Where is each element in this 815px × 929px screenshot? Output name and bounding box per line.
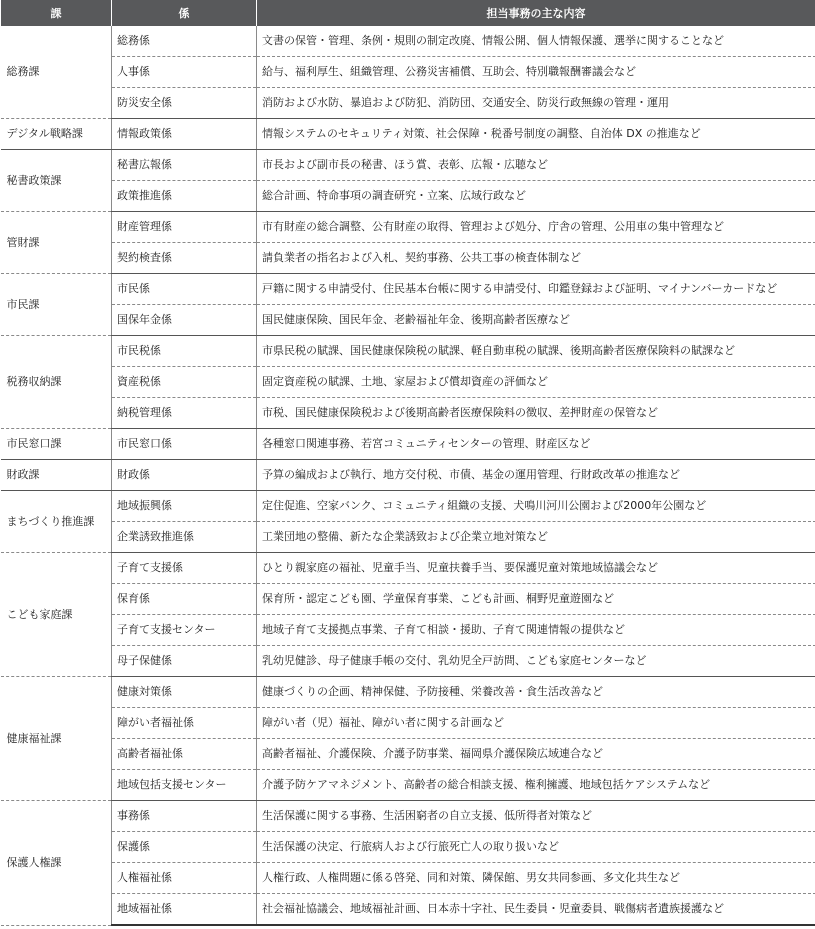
- table-row: [1, 491, 815, 522]
- kakari-cell: 母子保健係: [112, 646, 257, 677]
- kakari-cell: 高齢者福祉係: [112, 739, 257, 770]
- table-row: [1, 646, 815, 677]
- table-row: [1, 770, 815, 801]
- kakari-cell: 子育て支援係: [112, 553, 257, 584]
- duties-cell: 消防および水防、暴追および防犯、消防団、交通安全、防災行政無線の管理・運用: [257, 88, 815, 119]
- duties-cell: 給与、福利厚生、組織管理、公務災害補償、互助会、特別職報酬審議会など: [257, 57, 815, 88]
- kakari-cell: 納税管理係: [112, 398, 257, 429]
- duties-cell: 請負業者の指名および入札、契約事務、公共工事の検査体制など: [257, 243, 815, 274]
- duties-cell: 市有財産の総合調整、公有財産の取得、管理および処分、庁舎の管理、公用車の集中管理など: [257, 212, 815, 243]
- kakari-cell: 総務係: [112, 26, 257, 57]
- table-row: [1, 801, 815, 832]
- table-row: [1, 832, 815, 863]
- kakari-cell: 国保年金係: [112, 305, 257, 336]
- duties-cell: 生活保護に関する事務、生活困窮者の自立支援、低所得者対策など: [257, 801, 815, 832]
- table-row: [1, 150, 815, 181]
- kakari-cell: 財産管理係: [112, 212, 257, 243]
- table-row: [1, 522, 815, 553]
- duties-cell: 戸籍に関する申請受付、住民基本台帳に関する申請受付、印鑑登録および証明、マイナンバーカードなど: [257, 274, 815, 305]
- kakari-cell: 健康対策係: [112, 677, 257, 708]
- duties-cell: 市長および副市長の秘書、ほう賞、表彰、広報・広聴など: [257, 150, 815, 181]
- duties-cell: 健康づくりの企画、精神保健、予防接種、栄養改善・食生活改善など: [257, 677, 815, 708]
- duties-cell: 固定資産税の賦課、土地、家屋および償却資産の評価など: [257, 367, 815, 398]
- kakari-cell: 防災安全係: [112, 88, 257, 119]
- duties-cell: 地域子育て支援拠点事業、子育て相談・援助、子育て関連情報の提供など: [257, 615, 815, 646]
- duties-cell: 総合計画、特命事項の調査研究・立案、広域行政など: [257, 181, 815, 212]
- kakari-cell: 障がい者福祉係: [112, 708, 257, 739]
- duties-cell: 人権行政、人権問題に係る啓発、同和対策、隣保館、男女共同参画、多文化共生など: [257, 863, 815, 894]
- table-row: [1, 181, 815, 212]
- kakari-cell: 地域振興係: [112, 491, 257, 522]
- table-row: [1, 57, 815, 88]
- ka-cell: 秘書政策課: [1, 150, 112, 212]
- duties-cell: 障がい者（児）福祉、障がい者に関する計画など: [257, 708, 815, 739]
- header-row: [1, 0, 815, 26]
- table-row: [1, 739, 815, 770]
- table-row: [1, 615, 815, 646]
- ka-cell: 健康福祉課: [1, 677, 112, 801]
- kakari-cell: 事務係: [112, 801, 257, 832]
- table-row: [1, 119, 815, 150]
- duties-cell: 工業団地の整備、新たな企業誘致および企業立地対策など: [257, 522, 815, 553]
- ka-cell: 保護人権課: [1, 801, 112, 926]
- kakari-cell: 企業誘致推進係: [112, 522, 257, 553]
- ka-cell: 市民窓口課: [1, 429, 112, 460]
- header-duties: 担当事務の主な内容: [257, 0, 815, 26]
- duties-cell: 市県民税の賦課、国民健康保険税の賦課、軽自動車税の賦課、後期高齢者医療保険料の賦課など: [257, 336, 815, 367]
- kakari-cell: 地域福祉係: [112, 894, 257, 926]
- table-row: [1, 243, 815, 274]
- kakari-cell: 地域包括支援センター: [112, 770, 257, 801]
- table-row: [1, 305, 815, 336]
- kakari-cell: 市民税係: [112, 336, 257, 367]
- kakari-cell: 財政係: [112, 460, 257, 491]
- duties-cell: ひとり親家庭の福祉、児童手当、児童扶養手当、要保護児童対策地域協議会など: [257, 553, 815, 584]
- table-row: [1, 26, 815, 57]
- ka-cell: まちづくり推進課: [1, 491, 112, 553]
- duties-cell: 予算の編成および執行、地方交付税、市債、基金の運用管理、行財政改革の推進など: [257, 460, 815, 491]
- duties-cell: 生活保護の決定、行旅病人および行旅死亡人の取り扱いなど: [257, 832, 815, 863]
- table-row: [1, 894, 815, 926]
- duties-cell: 乳幼児健診、母子健康手帳の交付、乳幼児全戸訪問、こども家庭センターなど: [257, 646, 815, 677]
- ka-cell: 税務収納課: [1, 336, 112, 429]
- kakari-cell: 契約検査係: [112, 243, 257, 274]
- kakari-cell: 市民係: [112, 274, 257, 305]
- table-row: [1, 429, 815, 460]
- table-row: [1, 367, 815, 398]
- table-row: [1, 553, 815, 584]
- table-row: [1, 863, 815, 894]
- duties-cell: 介護予防ケアマネジメント、高齢者の総合相談支援、権利擁護、地域包括ケアシステムなど: [257, 770, 815, 801]
- header-kakari: 係: [112, 0, 257, 26]
- table-row: [1, 460, 815, 491]
- table-row: [1, 398, 815, 429]
- table-row: [1, 274, 815, 305]
- header-ka: 課: [1, 0, 112, 26]
- kakari-cell: 人事係: [112, 57, 257, 88]
- kakari-cell: 市民窓口係: [112, 429, 257, 460]
- duties-cell: 各種窓口関連事務、若宮コミュニティセンターの管理、財産区など: [257, 429, 815, 460]
- duties-cell: 情報システムのセキュリティ対策、社会保障・税番号制度の調整、自治体 DX の推進など: [257, 119, 815, 150]
- table-row: [1, 677, 815, 708]
- duties-cell: 定住促進、空家バンク、コミュニティ組織の支援、犬鳴川河川公園および2000年公園など: [257, 491, 815, 522]
- kakari-cell: 秘書広報係: [112, 150, 257, 181]
- duties-cell: 保育所・認定こども園、学童保育事業、こども計画、桐野児童遊園など: [257, 584, 815, 615]
- kakari-cell: 資産税係: [112, 367, 257, 398]
- table-row: [1, 88, 815, 119]
- duties-cell: 国民健康保険、国民年金、老齢福祉年金、後期高齢者医療など: [257, 305, 815, 336]
- ka-cell: こども家庭課: [1, 553, 112, 677]
- table-row: [1, 708, 815, 739]
- table-row: [1, 212, 815, 243]
- kakari-cell: 子育て支援センター: [112, 615, 257, 646]
- duties-cell: 市税、国民健康保険税および後期高齢者医療保険料の徴収、差押財産の保管など: [257, 398, 815, 429]
- ka-cell: 市民課: [1, 274, 112, 336]
- duties-cell: 社会福祉協議会、地域福祉計画、日本赤十字社、民生委員・児童委員、戦傷病者遺族援護など: [257, 894, 815, 926]
- ka-cell: 総務課: [1, 26, 112, 119]
- duties-cell: 文書の保管・管理、条例・規則の制定改廃、情報公開、個人情報保護、選挙に関することなど: [257, 26, 815, 57]
- ka-cell: 管財課: [1, 212, 112, 274]
- kakari-cell: 人権福祉係: [112, 863, 257, 894]
- table-body: [1, 26, 815, 925]
- ka-cell: 財政課: [1, 460, 112, 491]
- kakari-cell: 保育係: [112, 584, 257, 615]
- table-row: [1, 336, 815, 367]
- kakari-cell: 政策推進係: [112, 181, 257, 212]
- kakari-cell: 情報政策係: [112, 119, 257, 150]
- table-row: [1, 584, 815, 615]
- duties-cell: 高齢者福祉、介護保険、介護予防事業、福岡県介護保険広域連合など: [257, 739, 815, 770]
- ka-cell: デジタル戦略課: [1, 119, 112, 150]
- kakari-cell: 保護係: [112, 832, 257, 863]
